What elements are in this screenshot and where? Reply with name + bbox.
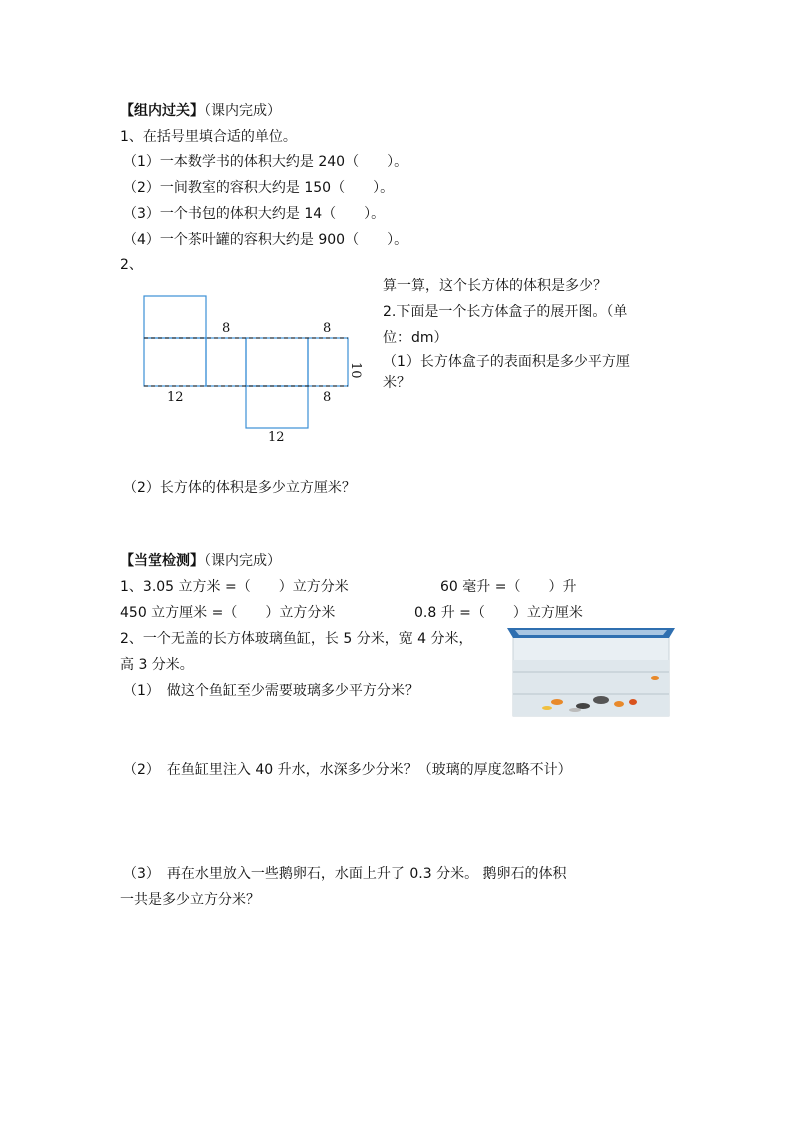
conversion-row-1-right: 60 毫升 =（ ）升	[440, 579, 577, 595]
question-1-stem: 1、在括号里填合适的单位。	[120, 129, 297, 145]
net-face-1	[144, 338, 206, 386]
fish-tank-sub-3-line-1: （3） 再在水里放入一些鹅卵石，水面上升了 0.3 分米。 鹅卵石的体积	[123, 866, 567, 882]
question-2-sub-1-line-1: （1）长方体盒子的表面积是多少平方厘	[383, 354, 630, 370]
question-2-intro-line-2: 位：dm）	[383, 330, 448, 346]
label-bottom-left-12: 12	[167, 390, 184, 405]
question-2-sub-1-line-2: 米？	[383, 375, 411, 391]
section-subtitle: （课内完成）	[204, 553, 281, 569]
conversion-row-1-left: 1、3.05 立方米 =（ ）立方分米	[120, 579, 349, 595]
question-1-item-4: （4）一个茶叶罐的容积大约是 900（ ）。	[123, 232, 409, 248]
fish-tank-sub-2: （2） 在鱼缸里注入 40 升水，水深多少分米？（玻璃的厚度忽略不计）	[123, 762, 572, 778]
section-subtitle: （课内完成）	[204, 103, 281, 119]
label-height-10: 10	[348, 362, 363, 379]
question-1-item-2: （2）一间教室的容积大约是 150（ ）。	[123, 180, 395, 196]
question-2-intro-line-1: 2.下面是一个长方体盒子的展开图。（单	[383, 304, 628, 320]
label-mid-8: 8	[323, 390, 332, 405]
net-face-3	[246, 338, 308, 386]
question-1-item-3: （3）一个书包的体积大约是 14（ ）。	[123, 206, 386, 222]
question-1-item-1: （1）一本数学书的体积大约是 240（ ）。	[123, 154, 409, 170]
fish-tank-sub-3-line-2: 一共是多少立方分米？	[120, 892, 260, 908]
label-bottom-12: 12	[268, 430, 285, 445]
net-face-4	[308, 338, 348, 386]
label-top-right-8: 8	[323, 321, 332, 336]
net-face-2	[206, 338, 246, 386]
net-outline	[144, 296, 348, 428]
conversion-row-2-left: 450 立方厘米 =（ ）立方分米	[120, 605, 336, 621]
section-title: 【组内过关】	[120, 103, 204, 119]
question-2-sub-2: （2）长方体的体积是多少立方厘米？	[123, 480, 356, 496]
fish-tank-question-stem-line-2: 高 3 分米。	[120, 657, 194, 673]
box-net-diagram	[120, 288, 370, 448]
net-face-bottom	[246, 386, 308, 428]
fish-tank-question-stem-line-1: 2、一个无盖的长方体玻璃鱼缸，长 5 分米，宽 4 分米，	[120, 631, 473, 647]
net-face-top	[144, 296, 206, 338]
question-2-number: 2、	[120, 257, 143, 273]
section-header-group-check	[120, 102, 281, 120]
section-title: 【当堂检测】	[120, 553, 204, 569]
fish-tank-photo	[505, 620, 677, 720]
conversion-row-2-right: 0.8 升 =（ ）立方厘米	[414, 605, 583, 621]
label-top-left-8: 8	[222, 321, 231, 336]
fish-tank-sub-1: （1） 做这个鱼缸至少需要玻璃多少平方分米？	[123, 683, 419, 699]
section-header-in-class-test	[120, 552, 281, 570]
question-2-prompt: 算一算，这个长方体的体积是多少？	[383, 278, 607, 294]
